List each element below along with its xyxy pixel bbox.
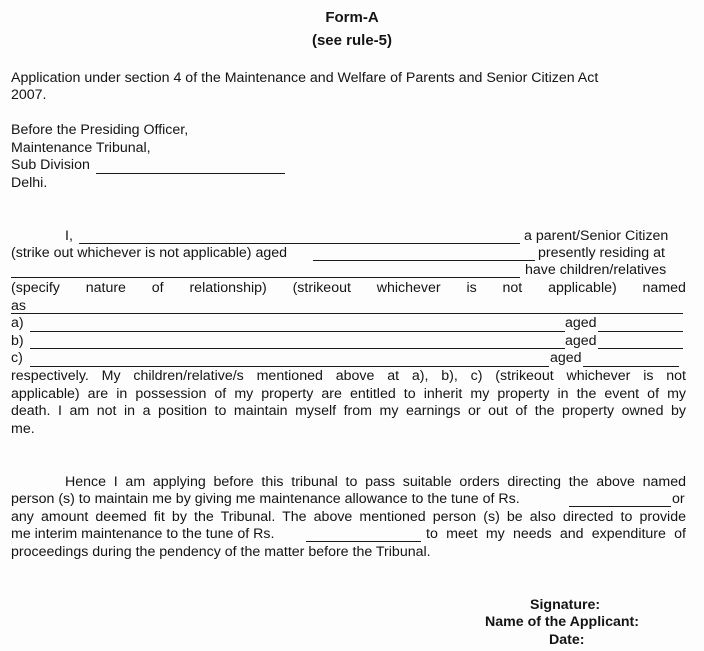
form-subtitle: (see rule-5) [311,32,393,49]
declaration-children: have children/relatives [525,262,667,278]
specify-word: (strikeout [292,280,351,296]
form-title: Form-A [325,9,379,26]
para2-line-3: any amount deemed fit by the Tribunal. The above mentioned person (s) be also directed to provide [11,509,686,525]
specify-word: applicable) [548,280,617,296]
specify-word: nature [85,280,126,296]
para2-line-2b: or [672,491,685,507]
declaration-i: I, [65,228,73,244]
specify-word: named [642,280,686,296]
person-c-name-blank [30,366,549,367]
label-b: b) [11,333,24,349]
sub-division-blank [96,173,285,174]
label-aged-b: aged [565,333,597,349]
para2-line-4a: me interim maintenance to the tune of Rs. [11,526,275,542]
label-aged-a: aged [565,315,597,331]
para2-line-1: Hence I am applying before this tribunal to pass suitable orders directing the above named [65,474,686,490]
specify-word: not [502,280,523,296]
interim-amount-blank [306,541,421,542]
applicant-name-label: Name of the Applicant: [485,614,639,630]
allowance-amount-blank [569,506,671,507]
para1-line-2: applicable) are in possession of my property are entitled to inherit my property in the event of my [11,386,686,402]
signature-label: Signature: [530,597,601,613]
address-line-1: Before the Presiding Officer, [11,122,189,138]
address-line-3: Sub Division [11,157,90,173]
specify-word: is [466,280,477,296]
para2-line-4b: to meet my needs and expenditure of [426,526,686,542]
declaration-specify-line [11,280,686,298]
specify-word: whichever [376,280,441,296]
declaration-residing: presently residing at [538,245,665,261]
specify-word: (specify [11,280,60,296]
intro-line-2: 2007. [11,87,47,103]
person-b-age-blank [598,348,683,349]
address-residence-blank [11,277,520,278]
date-label: Date: [549,632,585,648]
person-b-name-blank [30,348,565,349]
declaration-parent: a parent/Senior Citizen [524,228,669,244]
label-aged-c: aged [550,350,582,366]
person-a-name-blank [30,331,565,332]
para2-line-5: proceedings during the pendency of the matter before the Tribunal. [11,544,431,560]
address-line-2: Maintenance Tribunal, [11,140,151,156]
applicant-name-blank [79,243,520,244]
label-c: c) [11,350,23,366]
address-line-4: Delhi. [11,175,48,191]
intro-line-1: Application under section 4 of the Maintenance and Welfare of Parents and Senior Citizen Act [11,70,599,86]
specify-word: of [151,280,164,296]
age-blank [313,260,535,261]
relationship-blank [11,313,683,314]
label-a: a) [11,315,24,331]
para1-line-3: death. I am not in a position to maintain myself from my earnings or out of the property owned by [11,403,686,419]
declaration-as: as [11,298,26,314]
specify-word: relationship) [189,280,267,296]
person-a-age-blank [598,331,683,332]
para1-line-4: me. [11,421,35,437]
declaration-strike-aged: (strike out whichever is not applicable) aged [11,245,288,261]
para1-line-1: respectively. My children/relative/s mentioned above at a), b), c) (strikeout whichever is not [11,368,686,384]
person-c-age-blank [583,366,679,367]
para2-line-2a: person (s) to maintain me by giving me maintenance allowance to the tune of Rs. [11,491,520,507]
